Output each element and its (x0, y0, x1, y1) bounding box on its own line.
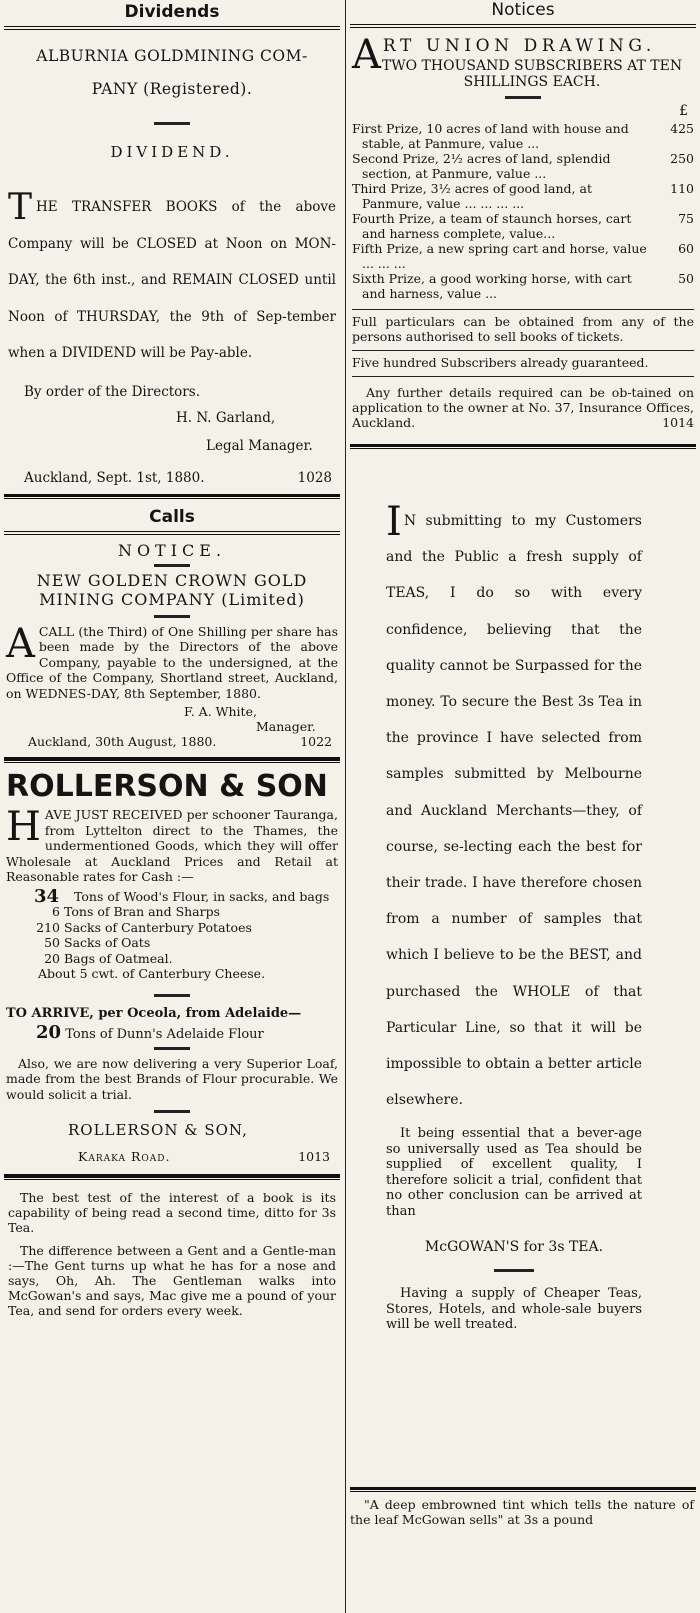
divider (350, 1487, 696, 1492)
further-details (352, 385, 694, 430)
prize-item (352, 241, 694, 271)
notice-title: NOTICE. (117, 540, 227, 560)
art-union-notice (350, 28, 696, 430)
divider (352, 309, 694, 310)
prize-desc: Fifth Prize, a new spring cart and horse, value ... ... ... (352, 241, 647, 271)
prize-amount: 75 (678, 211, 694, 226)
section-header-notices: Notices (491, 0, 555, 20)
tea-text: N submitting to my Customers and the Public a fresh supply of TEAS, I do so with every confidence, believing that the quality cannot be Surpassed for the money. To secure the Best 3s Tea in the province I have selected from samples submitted by Melbourne and Auckland Merchants—they, of course, se-lecting each the best for their trade. I have therefore chosen from a number of samples that which I believe to be the BEST, and purchased the WHOLE of that Particular Line, so that it will be impossible to obtain a better article elsewhere. (386, 513, 642, 1109)
ref-number: 1013 (298, 1149, 330, 1164)
rollerson-intro (6, 804, 338, 885)
prize-amount: 60 (678, 241, 694, 256)
divider (352, 376, 694, 377)
bottom-left-notes (4, 1180, 340, 1318)
prize-item (352, 271, 694, 301)
company-name: ALBURNIA GOLDMINING COM-PANY (Registered). (36, 47, 308, 98)
address: Karaka Road. (78, 1149, 171, 1164)
left-column (4, 0, 340, 1318)
qty: 20 (36, 1021, 62, 1043)
signer: F. A. White, (184, 704, 257, 719)
signer-role: Legal Manager. (206, 437, 313, 454)
dividend-notice (4, 30, 340, 486)
section-header-dividends: Dividends (124, 2, 220, 22)
rule (505, 96, 541, 99)
ref-number: 1022 (300, 734, 332, 749)
qty: 20 (44, 950, 60, 966)
rule (154, 1110, 190, 1113)
item-text: Tons of Wood's Flour, in sacks, and bags (74, 888, 330, 904)
dateline (8, 470, 336, 486)
goods-item (20, 935, 338, 951)
qty: 34 (34, 885, 60, 907)
prize-amount: 425 (670, 121, 694, 136)
tea-cheaper: Having a supply of Cheaper Teas, Stores, Hotels, and whole-sale buyers will be well treated. (386, 1286, 642, 1333)
also-text: Also, we are now delivering a very Superior Loaf, made from the best Brands of Flour procurable. We would solicit a trial. (6, 1055, 338, 1102)
book-note: The best test of the interest of a book is its capability of being read a second time, ditto for 3s Tea. (8, 1190, 336, 1235)
rule (154, 994, 190, 997)
prize-desc: Sixth Prize, a good working horse, with cart and harness, value ... (352, 271, 632, 301)
drop-cap: H (6, 804, 41, 850)
goods-item (20, 904, 338, 920)
address-line (6, 1149, 338, 1164)
mcgowan-line: McGOWAN'S for 3s TEA. (424, 1239, 604, 1256)
signer-role: Manager. (256, 719, 316, 734)
divider (352, 350, 694, 351)
prize-amount: 250 (670, 151, 694, 166)
drop-cap: T (8, 187, 33, 228)
place-date: Auckland, 30th August, 1880. (28, 734, 217, 749)
prize-desc: Second Prize, 2½ acres of land, splendid section, at Panmure, value ... (352, 151, 611, 181)
rule (154, 564, 190, 567)
item-text: Tons of Bran and Sharps (64, 904, 221, 919)
drop-cap: I (386, 499, 402, 545)
prize-list (352, 121, 694, 301)
drop-cap: A (6, 620, 35, 667)
item-text: Sacks of Canterbury Potatoes (64, 919, 252, 935)
prize-item (352, 211, 694, 241)
item-text: Tons of Dunn's Adelaide Flour (65, 1026, 264, 1042)
goods-item (20, 951, 338, 967)
prize-amount: 110 (670, 181, 694, 196)
arrive-item (6, 1022, 338, 1043)
prize-item (352, 151, 694, 181)
ref-number: 1028 (297, 469, 332, 486)
further-text: Any further details required can be ob-tained on application to the owner at No. 37, Insurance Offices, Auckland. (352, 385, 694, 430)
rule (154, 122, 190, 125)
calls-body (6, 620, 338, 702)
qty: 50 (44, 935, 60, 950)
item-text: About 5 cwt. of Canterbury Cheese. (38, 966, 266, 981)
rule (494, 1269, 534, 1272)
tea-essential: It being essential that a bever-age so universally used as Tea should be supplied of excellent quality, I therefore solicit a trial, confident that no other conclusion can be arrived at than (386, 1126, 642, 1219)
prize-desc: Third Prize, 3½ acres of good land, at Panmure, value ... ... ... ... (352, 181, 592, 211)
item-text: Sacks of Oats (64, 935, 151, 950)
rollerson-ad (4, 763, 340, 1164)
rule (154, 1047, 190, 1050)
rollerson-title: ROLLERSON & SON (6, 769, 328, 804)
section-header-calls: Calls (149, 506, 195, 527)
prize-desc: First Prize, 10 acres of land with house and stable, at Panmure, value ... (352, 121, 629, 151)
calls-text: CALL (the Third) of One Shilling per share has been made by the Directors of the above Company, payable to the undersigned, at the Office of the Company, Shortland street, Auckland, on WEDNES-DAY, 8th September, 1880. (6, 623, 338, 701)
full-particulars: Full particulars can be obtained from any of the persons authorised to sell books of tickets. (352, 314, 694, 344)
calls-notice (4, 535, 340, 750)
prize-desc: Fourth Prize, a team of staunch horses, cart and harness complete, value... (352, 211, 632, 241)
goods-item (20, 920, 338, 936)
subtitle: TWO THOUSAND SUBSCRIBERS AT TEN SHILLINGS EACH. (381, 58, 683, 90)
dividend-text: HE TRANSFER BOOKS of the above Company will be CLOSED at Noon on MON-DAY, the 6th inst., and REMAIN CLOSED until Noon of THURSDAY, the 9th of Sep-tember when a DIVIDEND will be Pay-able. (8, 199, 336, 361)
rollerson-sign: ROLLERSON & SON, (68, 1121, 248, 1139)
title-text: RT UNION DRAWING. (382, 36, 656, 56)
column-divider (345, 0, 346, 1613)
currency-symbol: £ (679, 103, 688, 119)
place-date: Auckland, Sept. 1st, 1880. (24, 469, 205, 486)
qty: 210 (36, 919, 60, 935)
qty: 6 (52, 904, 60, 919)
tea-body (386, 499, 642, 1118)
ref-number: 1014 (662, 415, 694, 430)
prize-amount: 50 (678, 271, 694, 286)
prize-item (352, 121, 694, 151)
gent-note: The difference between a Gent and a Gentle-man :—The Gent turns up what he has for a nose and says, Oh, Ah. The Gentleman walks into McGowan's and says, Mac give me a pound of your Tea, and send for orders every week. (8, 1243, 336, 1318)
embrowned-quote: "A deep embrowned tint which tells the nature of the leaf McGowan sells" at 3s a pound (350, 1497, 694, 1527)
dateline (6, 734, 338, 749)
rule (154, 615, 190, 618)
right-column (350, 0, 696, 1527)
guaranteed-line: Five hundred Subscribers already guaranteed. (352, 355, 649, 370)
goods-item (20, 966, 338, 982)
tea-ad (350, 449, 696, 1333)
order-line: By order of the Directors. (24, 383, 200, 400)
goods-list (6, 885, 338, 982)
signer: H. N. Garland, (176, 409, 276, 426)
prize-item (352, 181, 694, 211)
item-text: Bags of Oatmeal. (64, 950, 173, 966)
drop-cap: A (352, 32, 381, 78)
dividend-body (8, 189, 336, 372)
goods-item (20, 885, 338, 907)
rollerson-intro-text: AVE JUST RECEIVED per schooner Tauranga, from Lyttelton direct to the Thames, the undermentioned Goods, which they will offer Wholesale at Auckland Prices and Retail at Reasonable rates for Cash :— (6, 807, 338, 884)
company-name: NEW GOLDEN CROWN GOLD MINING COMPANY (Limited) (36, 570, 308, 609)
dividend-title: DIVIDEND. (110, 143, 234, 161)
arrive-line: TO ARRIVE, per Oceola, from Adelaide— (6, 1005, 302, 1021)
